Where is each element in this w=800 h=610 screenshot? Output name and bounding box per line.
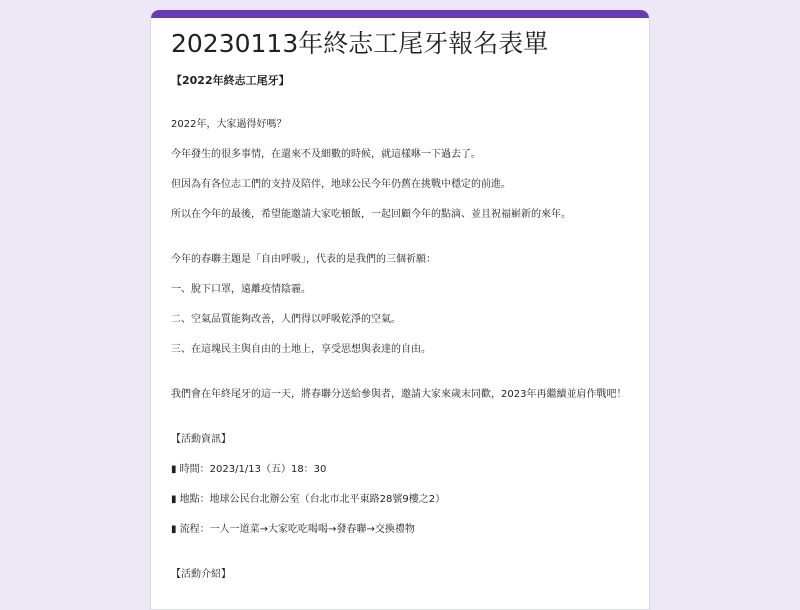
form-header-card (150, 10, 650, 610)
description-paragraph: 一、脫下口罩，遠離疫情陰霾。 (171, 284, 311, 295)
spacer (171, 552, 631, 567)
info-heading: 【活動資訊】 (171, 434, 231, 445)
description-paragraph: 但因為有各位志工們的支持及陪伴，地球公民今年仍舊在挑戰中穩定的前進。 (171, 179, 511, 190)
description-paragraph: 今年的春聯主題是「自由呼吸」，代表的是我們的三個祈願： (171, 254, 436, 265)
description-paragraph: 二、空氣品質能夠改善，人們得以呼吸乾淨的空氣。 (171, 314, 401, 325)
info-location: ▮ 地點：地球公民台北辦公室（台北市北平東路28號9樓之2） (171, 494, 446, 505)
info-time: ▮ 時間：2023/1/13（五）18：30 (171, 464, 327, 475)
intro-heading: 【活動介紹】 (171, 569, 231, 580)
description-paragraph: 2022年，大家過得好嗎？ (171, 119, 287, 130)
description-paragraph: 所以在今年的最後，希望能邀請大家吃頓飯，一起回顧今年的點滴、並且祝福嶄新的來年。 (171, 209, 571, 220)
spacer (171, 372, 631, 387)
description-paragraph: 今年發生的很多事情，在還來不及細數的時候，就這樣咻一下過去了。 (171, 149, 481, 160)
form-title: 20230113年終志工尾牙報名表單 (171, 29, 549, 58)
description-paragraph: 我們會在年終尾牙的這一天，將春聯分送給參與者，邀請大家來歲末同歡，2023年再繼續並肩作戰吧！ (171, 389, 627, 400)
info-schedule: ▮ 流程：一人一道菜→大家吃吃喝喝→發春聯→交換禮物 (171, 524, 415, 535)
form-content (171, 28, 631, 597)
section-title: 【2022年終志工尾牙】 (171, 74, 290, 87)
spacer (171, 237, 631, 252)
form-description (171, 117, 631, 582)
description-paragraph: 三、在這塊民主與自由的土地上，享受思想與表達的自由。 (171, 344, 431, 355)
spacer (171, 417, 631, 432)
accent-bar (151, 10, 649, 18)
